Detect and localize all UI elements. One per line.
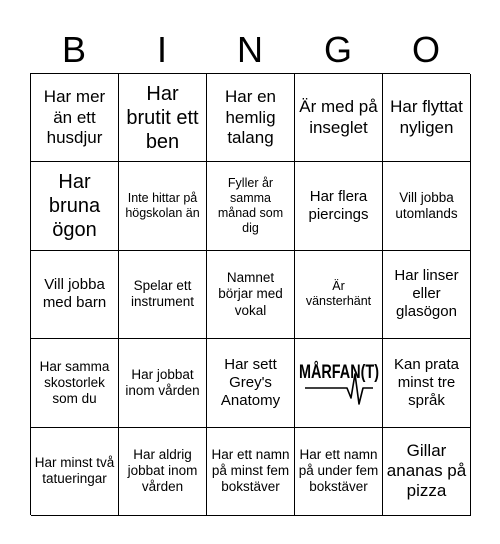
bingo-cell[interactable]: Fyller år samma månad som dig	[207, 162, 295, 250]
bingo-cell[interactable]: Har minst två tatueringar	[31, 428, 119, 516]
bingo-cell[interactable]: Har sett Grey's Anatomy	[207, 339, 295, 427]
bingo-header	[30, 28, 470, 72]
header-letter-g: G	[323, 29, 352, 70]
bingo-cell[interactable]: Har ett namn på minst fem bokstäver	[207, 428, 295, 516]
bingo-cell[interactable]: Har flyttat nyligen	[383, 74, 471, 162]
header-letter-i: I	[156, 29, 167, 70]
bingo-cell[interactable]: Har linser eller glasögon	[383, 251, 471, 339]
bingo-cell[interactable]: Har samma skostorlek som du	[31, 339, 119, 427]
marfan-logo-text: MÅRFAN(T)	[298, 361, 379, 383]
header-letter-n: N	[237, 29, 263, 70]
bingo-cell[interactable]: Är med på inseglet	[295, 74, 383, 162]
bingo-cell[interactable]: Är vänsterhänt	[295, 251, 383, 339]
bingo-cell[interactable]: Har aldrig jobbat inom vården	[119, 428, 207, 516]
header-letter-o: O	[411, 29, 440, 70]
bingo-grid	[30, 73, 470, 515]
bingo-cell[interactable]: Kan prata minst tre språk	[383, 339, 471, 427]
bingo-cell[interactable]: Gillar ananas på pizza	[383, 428, 471, 516]
bingo-cell[interactable]: Har brutit ett ben	[119, 74, 207, 162]
bingo-cell[interactable]: Har en hemlig talang	[207, 74, 295, 162]
bingo-cell[interactable]: Namnet börjar med vokal	[207, 251, 295, 339]
header-letter-b: B	[61, 29, 86, 70]
bingo-cell[interactable]: Vill jobba utomlands	[383, 162, 471, 250]
bingo-cell[interactable]: Spelar ett instrument	[119, 251, 207, 339]
free-space-cell[interactable]	[295, 339, 383, 427]
bingo-cell[interactable]: Har flera piercings	[295, 162, 383, 250]
bingo-cell[interactable]: Har mer än ett husdjur	[31, 74, 119, 162]
bingo-cell[interactable]: Vill jobba med barn	[31, 251, 119, 339]
bingo-cell[interactable]: Har jobbat inom vården	[119, 339, 207, 427]
marfan-logo	[298, 341, 379, 424]
bingo-cell[interactable]: Har ett namn på under fem bokstäver	[295, 428, 383, 516]
marfan-logo-mark	[297, 354, 381, 412]
bingo-cell[interactable]: Inte hittar på högskolan än	[119, 162, 207, 250]
bingo-cell[interactable]: Har bruna ögon	[31, 162, 119, 250]
